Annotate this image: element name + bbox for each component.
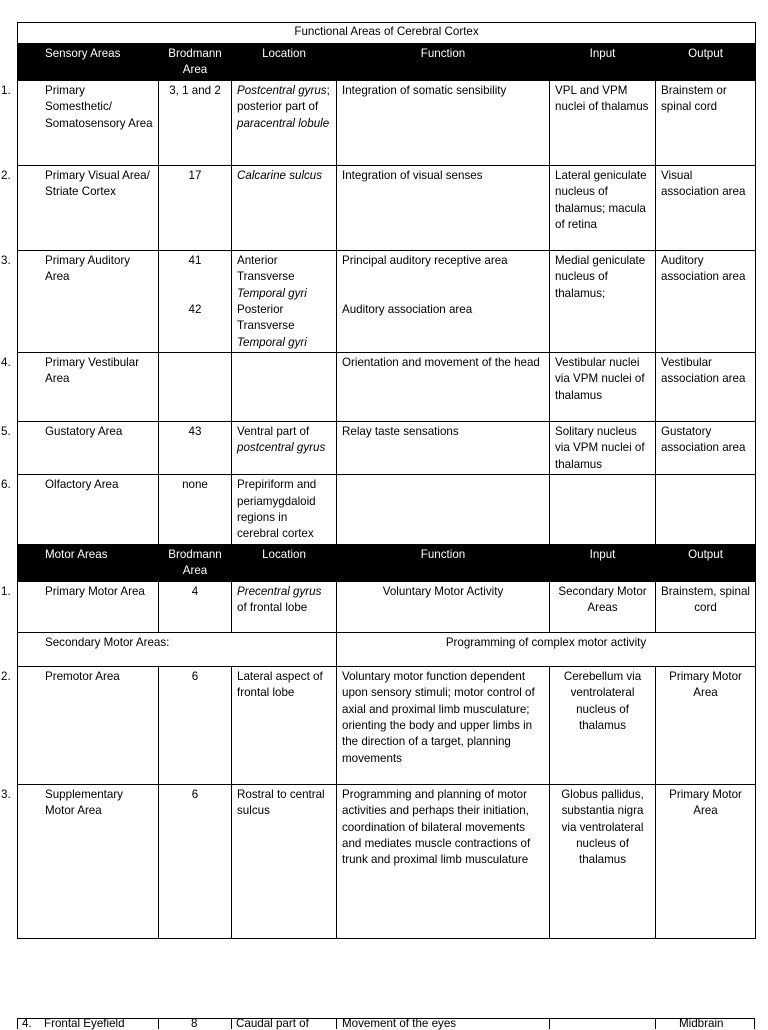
location-cell: Precentral gyrus of frontal lobe bbox=[232, 581, 337, 632]
input-cell: VPL and VPM nuclei of thalamus bbox=[550, 80, 656, 165]
table-row bbox=[18, 353, 756, 422]
brodmann-cell: 4 bbox=[159, 581, 232, 632]
location-cell: Rostral to central sulcus bbox=[232, 784, 337, 938]
input-cell: Lateral geniculate nucleus of thalamus; macula of retina bbox=[550, 165, 656, 250]
table-row bbox=[18, 250, 756, 352]
input-cell: Secondary Motor Areas bbox=[550, 581, 656, 632]
cortex-areas-table bbox=[1, 22, 756, 939]
next-row-brodmann: 8 bbox=[191, 1017, 198, 1030]
next-row-function: Movement of the eyes bbox=[342, 1017, 457, 1030]
function-cell: Integration of somatic sensibility bbox=[337, 80, 550, 165]
output-cell: Gustatory association area bbox=[656, 422, 756, 475]
output-cell: Vestibular association area bbox=[656, 353, 756, 422]
table-row bbox=[18, 475, 756, 545]
function-cell: Programming and planning of motor activities and perhaps their initiation, coordination of bilateral movements and mediates muscle contractions of trunk and proximal limb musculature bbox=[337, 784, 550, 938]
header-cell: Brodmann Area bbox=[159, 544, 232, 581]
table-row bbox=[18, 165, 756, 250]
function-cell: Orientation and movement of the head bbox=[337, 353, 550, 422]
location-cell: Calcarine sulcus bbox=[232, 165, 337, 250]
next-row-location: Caudal part of bbox=[236, 1017, 309, 1030]
brodmann-cell: 41 42 bbox=[159, 250, 232, 352]
table-row bbox=[18, 581, 756, 632]
area-cell: 3. Supplementary Motor Area bbox=[18, 784, 159, 938]
area-cell: 5. Gustatory Area bbox=[18, 422, 159, 475]
output-cell bbox=[656, 475, 756, 545]
brodmann-cell: 6 bbox=[159, 666, 232, 784]
area-cell: 2. Primary Visual Area/ Striate Cortex bbox=[18, 165, 159, 250]
header-cell: Input bbox=[550, 44, 656, 81]
output-cell: Brainstem or spinal cord bbox=[656, 80, 756, 165]
motor-header-row bbox=[18, 544, 756, 581]
input-cell bbox=[550, 475, 656, 545]
function-cell: Voluntary Motor Activity bbox=[337, 581, 550, 632]
input-cell: Medial geniculate nucleus of thalamus; bbox=[550, 250, 656, 352]
area-cell: 6. Olfactory Area bbox=[18, 475, 159, 545]
output-cell: Primary Motor Area bbox=[656, 784, 756, 938]
input-cell: Cerebellum via ventrolateral nucleus of thalamus bbox=[550, 666, 656, 784]
function-cell: Principal auditory receptive area Auditory association area bbox=[337, 250, 550, 352]
table-title: Functional Areas of Cerebral Cortex bbox=[18, 23, 756, 44]
input-cell: Globus pallidus, substantia nigra via ventrolateral nucleus of thalamus bbox=[550, 784, 656, 938]
header-cell: Function bbox=[337, 544, 550, 581]
area-cell: 3. Primary Auditory Area bbox=[18, 250, 159, 352]
next-row-num: 4. bbox=[22, 1017, 32, 1030]
header-cell: Input bbox=[550, 544, 656, 581]
brodmann-cell: 3, 1 and 2 bbox=[159, 80, 232, 165]
output-cell: Auditory association area bbox=[656, 250, 756, 352]
next-row-output: Midbrain bbox=[679, 1017, 724, 1030]
output-cell: Visual association area bbox=[656, 165, 756, 250]
table-row bbox=[18, 784, 756, 938]
header-cell: Output bbox=[656, 44, 756, 81]
sensory-header-row bbox=[18, 44, 756, 81]
location-cell: Prepiriform and periamygdaloid regions in cerebral cortex bbox=[232, 475, 337, 545]
header-cell: Location bbox=[232, 44, 337, 81]
location-cell: Anterior Transverse Temporal gyri Posterior Transverse Temporal gyri bbox=[232, 250, 337, 352]
location-cell: Ventral part of postcentral gyrus bbox=[232, 422, 337, 475]
header-cell: Motor Areas bbox=[18, 544, 159, 581]
input-cell: Vestibular nuclei via VPM nuclei of thalamus bbox=[550, 353, 656, 422]
header-cell: Output bbox=[656, 544, 756, 581]
secondary-function: Programming of complex motor activity bbox=[337, 632, 756, 666]
header-cell: Function bbox=[337, 44, 550, 81]
table-row bbox=[18, 666, 756, 784]
header-cell: Sensory Areas bbox=[18, 44, 159, 81]
function-cell: Integration of visual senses bbox=[337, 165, 550, 250]
title-row bbox=[18, 23, 756, 44]
area-cell: 2. Premotor Area bbox=[18, 666, 159, 784]
table-row bbox=[18, 422, 756, 475]
brodmann-cell bbox=[159, 353, 232, 422]
header-cell: Brodmann Area bbox=[159, 44, 232, 81]
brodmann-cell: 17 bbox=[159, 165, 232, 250]
function-cell bbox=[337, 475, 550, 545]
location-cell: Postcentral gyrus; posterior part of paracentral lobule bbox=[232, 80, 337, 165]
brodmann-cell: none bbox=[159, 475, 232, 545]
brodmann-cell: 43 bbox=[159, 422, 232, 475]
output-cell: Brainstem, spinal cord bbox=[656, 581, 756, 632]
brodmann-cell: 6 bbox=[159, 784, 232, 938]
area-cell: 1. Primary Motor Area bbox=[18, 581, 159, 632]
output-cell: Primary Motor Area bbox=[656, 666, 756, 784]
header-cell: Location bbox=[232, 544, 337, 581]
input-cell: Solitary nucleus via VPM nuclei of thalamus bbox=[550, 422, 656, 475]
secondary-motor-row bbox=[18, 632, 756, 666]
function-cell: Relay taste sensations bbox=[337, 422, 550, 475]
area-cell: 4. Primary Vestibular Area bbox=[18, 353, 159, 422]
next-row-area: Frontal Eyefield bbox=[44, 1017, 125, 1030]
location-cell bbox=[232, 353, 337, 422]
location-cell: Lateral aspect of frontal lobe bbox=[232, 666, 337, 784]
table-row bbox=[18, 80, 756, 165]
function-cell: Voluntary motor function dependent upon sensory stimuli; motor control of axial and proximal limb musculature; orienting the body and upper limbs in the direction of a target, planning movements bbox=[337, 666, 550, 784]
secondary-label: Secondary Motor Areas: bbox=[18, 632, 337, 666]
area-cell: 1. Primary Somesthetic/ Somatosensory Area bbox=[18, 80, 159, 165]
